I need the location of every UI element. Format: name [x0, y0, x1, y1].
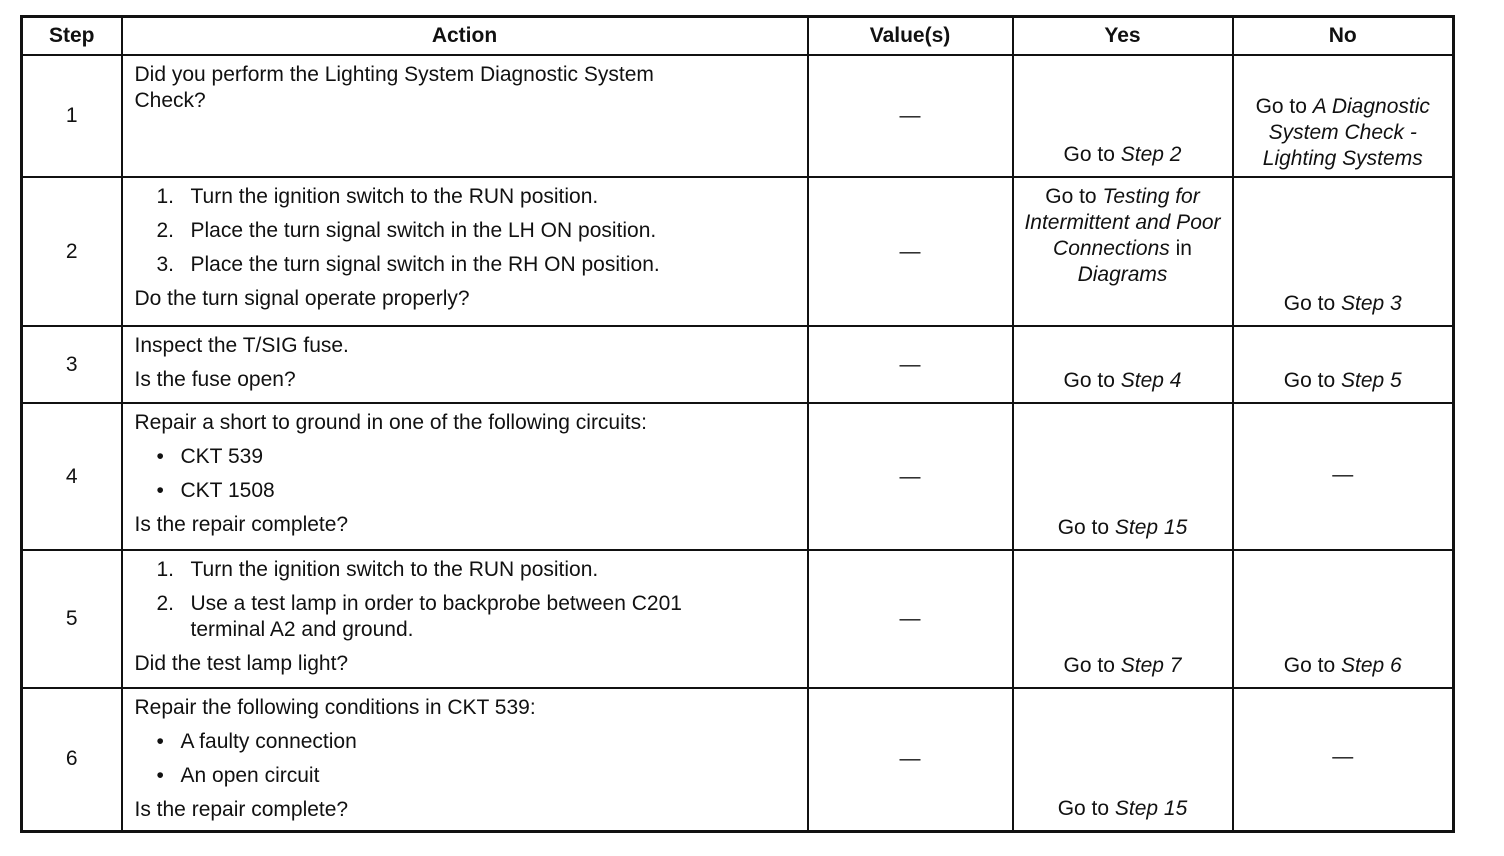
table-row-step-1: [22, 55, 1454, 177]
value-cell: —: [808, 55, 1013, 177]
yes-prefix: Go to: [1063, 654, 1121, 677]
yes-link-diagrams[interactable]: Diagrams: [1077, 263, 1168, 286]
action-text: Did you perform the Lighting System Diagnostic System Check?: [134, 63, 654, 112]
action-cell: [122, 177, 808, 326]
action-text: Inspect the T/SIG fuse.: [134, 334, 349, 357]
yes-prefix: Go to: [1057, 796, 1115, 820]
header-step: Step: [22, 17, 122, 56]
no-prefix: Go to: [1283, 654, 1341, 677]
yes-link[interactable]: Step 2: [1120, 143, 1182, 166]
no-cell: [1233, 326, 1454, 403]
table-row-step-2: [22, 177, 1454, 326]
yes-prefix: Go to: [1057, 516, 1115, 539]
bullet-item: • A faulty connection: [156, 730, 357, 753]
action-cell: [122, 550, 808, 688]
header-action: Action: [122, 17, 808, 56]
no-cell: [1233, 550, 1454, 688]
value-cell: —: [808, 326, 1013, 403]
table-row-step-5: [22, 550, 1454, 688]
yes-link[interactable]: Step 15: [1114, 516, 1188, 539]
header-no: No: [1233, 17, 1454, 56]
table-row-step-4: [22, 403, 1454, 550]
no-link[interactable]: A Diagnostic System Check - Lighting Systems: [1262, 95, 1430, 170]
bullet-item: • An open circuit: [156, 764, 320, 787]
yes-prefix: Go to: [1063, 143, 1121, 166]
question-text: Is the fuse open?: [134, 368, 296, 391]
yes-cell: [1013, 550, 1233, 688]
question-text: Did the test lamp light?: [134, 652, 349, 675]
yes-cell: [1013, 326, 1233, 403]
no-cell: [1233, 177, 1454, 326]
value-cell: —: [808, 403, 1013, 550]
yes-cell: [1013, 55, 1233, 177]
action-text: Repair a short to ground in one of the following circuits:: [134, 411, 647, 434]
yes-link[interactable]: Step 7: [1120, 654, 1182, 677]
yes-link[interactable]: Step 15: [1114, 796, 1188, 820]
table-row-step-6: [22, 688, 1454, 831]
no-cell: —: [1233, 403, 1454, 550]
bullet-item: • CKT 1508: [156, 479, 275, 502]
yes-prefix: Go to: [1045, 185, 1103, 208]
question-text: Is the repair complete?: [134, 513, 349, 536]
no-link[interactable]: Step 5: [1340, 369, 1402, 392]
action-cell: [122, 688, 808, 831]
step-number: 2: [22, 177, 122, 326]
yes-mid: in: [1169, 237, 1192, 260]
yes-link[interactable]: Step 4: [1120, 369, 1182, 392]
step-number: 1: [22, 55, 122, 177]
bullet-item: • CKT 539: [156, 445, 263, 468]
no-prefix: Go to: [1283, 369, 1341, 392]
yes-link[interactable]: Testing for Intermittent and Poor Connections: [1024, 185, 1221, 260]
step-number: 3: [22, 326, 122, 403]
step-number: 4: [22, 403, 122, 550]
header-yes: Yes: [1013, 17, 1233, 56]
yes-cell: [1013, 177, 1233, 326]
no-prefix: Go to: [1255, 95, 1313, 118]
numbered-item: 2. Use a test lamp in order to backprobe between C201 terminal A2 and ground.: [156, 592, 682, 641]
action-text: Repair the following conditions in CKT 539:: [134, 696, 536, 719]
action-cell: [122, 326, 808, 403]
value-cell: —: [808, 550, 1013, 688]
action-cell: [122, 55, 808, 177]
value-cell: —: [808, 177, 1013, 326]
no-link[interactable]: Step 3: [1340, 292, 1402, 315]
numbered-item: 3. Place the turn signal switch in the RH ON position.: [156, 253, 660, 276]
step-number: 5: [22, 550, 122, 688]
yes-prefix: Go to: [1063, 369, 1121, 392]
numbered-item: 1. Turn the ignition switch to the RUN position.: [156, 185, 599, 208]
diagnostic-table: [20, 15, 1455, 833]
step-number: 6: [22, 688, 122, 831]
value-cell: —: [808, 688, 1013, 831]
numbered-item: 1. Turn the ignition switch to the RUN position.: [156, 558, 599, 581]
numbered-item: 2. Place the turn signal switch in the LH ON position.: [156, 219, 657, 242]
no-link[interactable]: Step 6: [1340, 654, 1402, 677]
header-values: Value(s): [808, 17, 1013, 56]
header-row: [22, 17, 1454, 56]
question-text: Is the repair complete?: [134, 798, 349, 821]
action-cell: [122, 403, 808, 550]
no-prefix: Go to: [1283, 292, 1341, 315]
no-cell: —: [1233, 688, 1454, 831]
yes-cell: [1013, 688, 1233, 831]
table-row-step-3: [22, 326, 1454, 403]
no-cell: [1233, 55, 1454, 177]
yes-cell: [1013, 403, 1233, 550]
question-text: Do the turn signal operate properly?: [134, 287, 470, 310]
